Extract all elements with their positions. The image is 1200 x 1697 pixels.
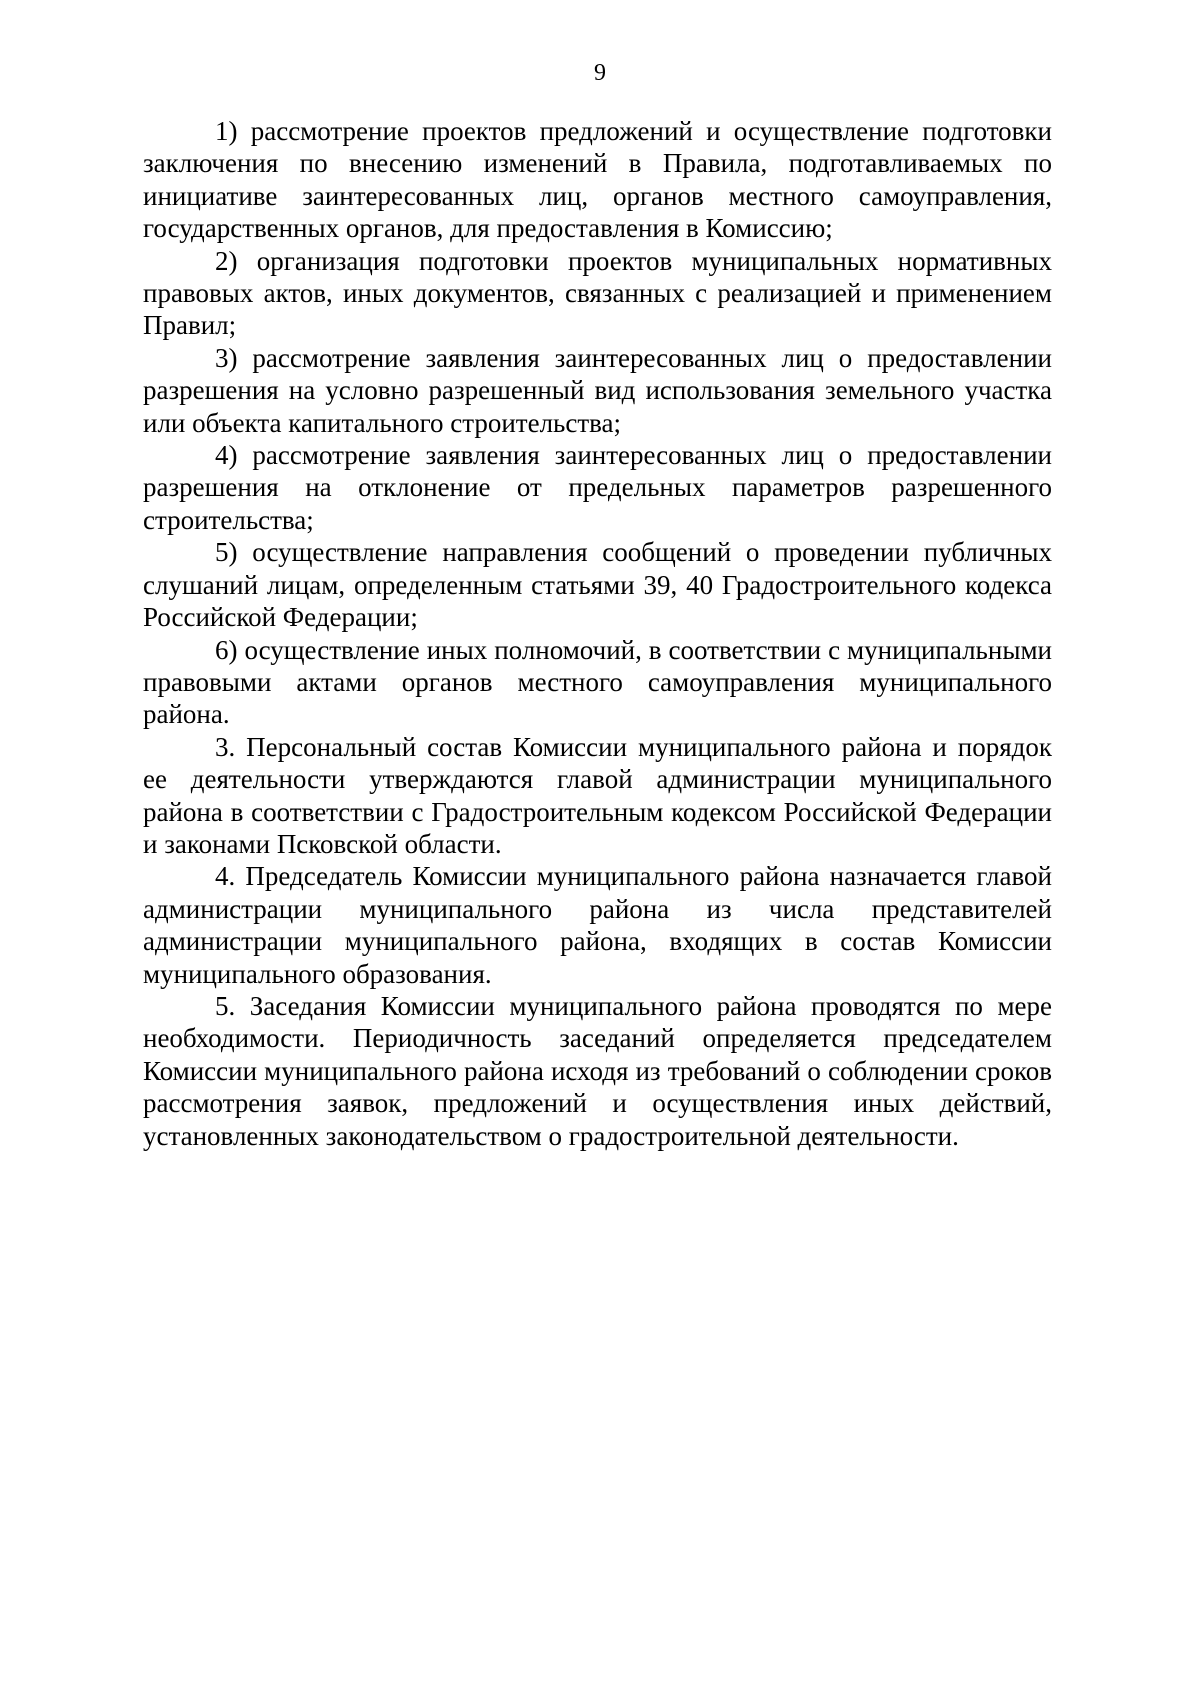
paragraph-section-4: 4. Председатель Комиссии муниципального района назначается главой администрации муниципального района из числа представителей администрации муниципального района, входящих в состав Комиссии муниципального образования.	[143, 861, 1052, 989]
document-body	[143, 115, 1052, 1152]
paragraph-item-2: 2) организация подготовки проектов муниципальных нормативных правовых актов, иных документов, связанных с реализацией и применением Правил;	[143, 245, 1052, 341]
page-number: 9	[594, 60, 606, 86]
paragraph-section-5: 5. Заседания Комиссии муниципального района проводятся по мере необходимости. Периодичность заседаний определяется председателем Комиссии муниципального района исходя из требований о соблюдении сроков рассмотрения заявок, предложений и осуществления иных действий, установленных законодательством о градостроительной деятельности.	[143, 990, 1052, 1151]
paragraph-item-1: 1) рассмотрение проектов предложений и осуществление подготовки заключения по внесению изменений в Правила, подготавливаемых по инициативе заинтересованных лиц, органов местного самоуправления, государственных органов, для предоставления в Комиссию;	[143, 116, 1052, 244]
paragraph-section-3: 3. Персональный состав Комиссии муниципального района и порядок ее деятельности утверждаются главой администрации муниципального района в соответствии с Градостроительным кодексом Российской Федерации и законами Псковской области.	[143, 731, 1052, 859]
paragraph-item-6: 6) осуществление иных полномочий, в соответствии с муниципальными правовыми актами органов местного самоуправления муниципального района.	[143, 634, 1052, 730]
paragraph-item-3: 3) рассмотрение заявления заинтересованных лиц о предоставлении разрешения на условно разрешенный вид использования земельного участка или объекта капитального строительства;	[143, 342, 1052, 438]
paragraph-item-4: 4) рассмотрение заявления заинтересованных лиц о предоставлении разрешения на отклонение от предельных параметров разрешенного строительства;	[143, 440, 1052, 535]
paragraph-item-5: 5) осуществление направления сообщений о проведении публичных слушаний лицам, определенным статьями 39, 40 Градостроительного кодекса Российской Федерации;	[143, 537, 1052, 633]
